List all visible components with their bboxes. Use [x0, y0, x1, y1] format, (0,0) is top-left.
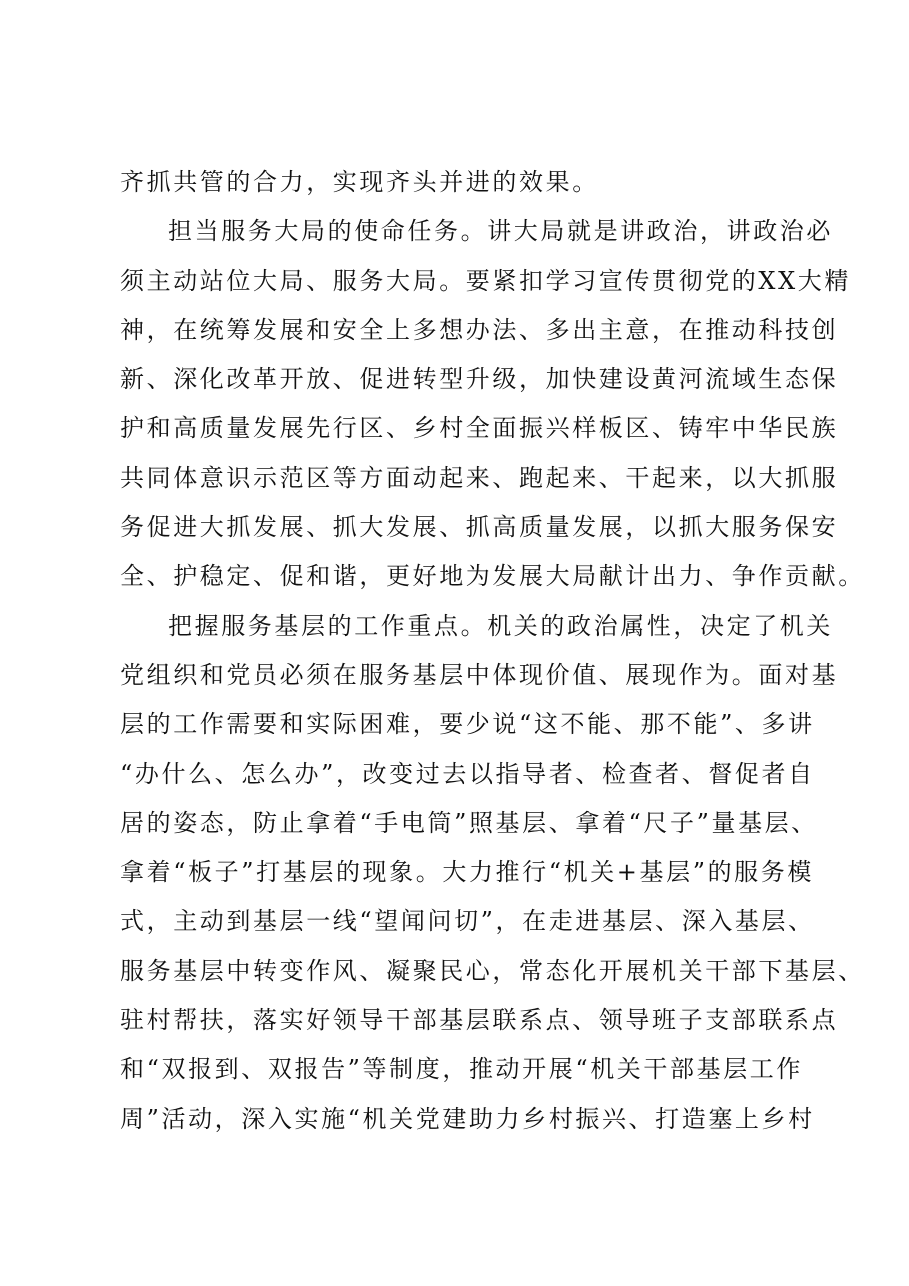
text-line: “办什么、怎么办”，改变过去以指导者、检查者、督促者自	[120, 759, 815, 788]
text-line: 居的姿态，防止拿着“手电筒”照基层、拿着“尺子”量基层、	[120, 808, 818, 837]
document-body	[120, 158, 865, 1144]
text-line: 拿着“板子”打基层的现象。大力推行“机关+基层”的服务模	[120, 858, 814, 887]
text-line: 神，在统筹发展和安全上多想办法、多出主意，在推动科技创	[120, 315, 839, 344]
text-line: 齐抓共管的合力，实现齐头并进的效果。	[120, 168, 599, 196]
text-line: 全、护稳定、促和谐，更好地为发展大局献计出力、争作贡献。	[120, 562, 865, 591]
text-line: 护和高质量发展先行区、乡村全面振兴样板区、铸牢中华民族	[120, 414, 839, 443]
text-line: 须主动站位大局、服务大局。要紧扣学习宣传贯彻党的XX大精	[120, 266, 851, 295]
text-line: 周”活动，深入实施“机关党建助力乡村振兴、打造塞上乡村	[120, 1104, 815, 1133]
text-line: 党组织和党员必须在服务基层中体现价值、展现作为。面对基	[120, 660, 839, 689]
paragraph-start-line: 担当服务大局的使命任务。讲大局就是讲政治，讲政治必	[168, 217, 833, 246]
text-line: 层的工作需要和实际困难，要少说“这不能、那不能”、多讲	[120, 710, 815, 739]
text-line: 务促进大抓发展、抓大发展、抓高质量发展，以抓大服务保安	[120, 513, 839, 542]
text-line: 共同体意识示范区等方面动起来、跑起来、干起来，以大抓服	[120, 463, 839, 492]
text-line: 新、深化改革开放、促进转型升级，加快建设黄河流域生态保	[120, 365, 839, 394]
text-line: 和“双报到、双报告”等制度，推动开展“机关干部基层工作	[120, 1055, 804, 1084]
text-line: 服务基层中转变作风、凝聚民心，常态化开展机关干部下基层、	[120, 956, 865, 985]
text-line: 驻村帮扶，落实好领导干部基层联系点、领导班子支部联系点	[120, 1006, 839, 1035]
paragraph-start-line: 把握服务基层的工作重点。机关的政治属性，决定了机关	[168, 611, 833, 640]
text-line: 式，主动到基层一线“望闻问切”，在走进基层、深入基层、	[120, 907, 815, 936]
